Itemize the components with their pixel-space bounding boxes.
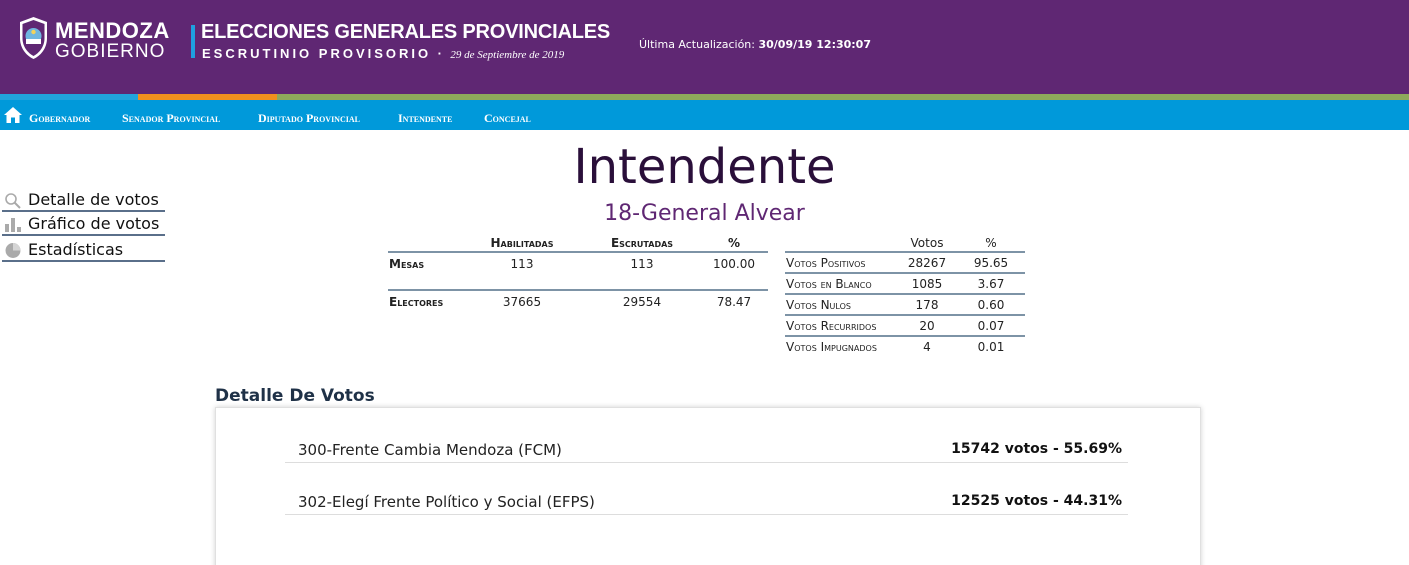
side-item-label: Estadísticas (28, 240, 124, 259)
home-icon[interactable] (3, 106, 23, 124)
votes-row-label: Votos Impugnados (786, 340, 877, 354)
votes-cell: 0.07 (977, 319, 1005, 333)
party-row (285, 463, 1128, 515)
last-update (639, 38, 871, 51)
votes-divider (785, 272, 1025, 274)
party-name: 302-Elegí Frente Político y Social (EFPS) (298, 493, 595, 511)
stats-cell: 113 (630, 257, 654, 271)
last-update-label: Última Actualización: (639, 38, 755, 51)
votes-cell: 0.60 (977, 298, 1005, 312)
side-item-estadisticas[interactable] (2, 238, 165, 262)
subtitle-separator: · (437, 46, 442, 61)
page-subtitle: 18-General Alvear (604, 201, 805, 226)
votes-cell: 4 (923, 340, 931, 354)
votes-cell: 95.65 (973, 256, 1009, 270)
stats-row-label: Mesas (389, 257, 425, 271)
votes-row-label: Votos Nulos (786, 298, 851, 312)
party-name: 300-Frente Cambia Mendoza (FCM) (298, 441, 562, 459)
party-result: 15742 votos - 55.69% (951, 441, 1122, 457)
votes-header-pct: % (985, 236, 997, 250)
votes-divider (785, 251, 1025, 253)
votes-divider (785, 314, 1025, 316)
votes-header-votos: Votos (910, 236, 944, 250)
stats-cell: 78.47 (716, 295, 752, 309)
stats-cell: 100.00 (713, 257, 755, 271)
page-title: Intendente (573, 139, 836, 195)
stats-cell: 37665 (502, 295, 542, 309)
votes-row-label: Votos en Blanco (786, 277, 872, 291)
party-row (285, 411, 1128, 463)
brand-line-2: GOBIERNO (55, 41, 166, 62)
stats-divider (388, 289, 768, 291)
side-item-label: Detalle de votos (28, 190, 159, 209)
party-result: 12525 votos - 44.31% (951, 493, 1122, 509)
brand-line-1: MENDOZA (55, 18, 170, 43)
escrutinio-label: ESCRUTINIO PROVISORIO (202, 46, 432, 61)
votes-divider (785, 293, 1025, 295)
title-divider (191, 25, 195, 58)
stats-divider (388, 251, 768, 253)
votes-cell: 0.01 (977, 340, 1005, 354)
votes-cell: 1085 (911, 277, 943, 291)
election-subtitle (202, 45, 564, 63)
nav-concejal[interactable]: Concejal (484, 111, 531, 125)
stats-header-pct: % (727, 236, 741, 250)
side-item-label: Gráfico de votos (28, 214, 160, 233)
main-nav (0, 100, 1409, 130)
votes-cell: 3.67 (977, 277, 1005, 291)
nav-intendente[interactable]: Intendente (398, 111, 453, 125)
votes-row-label: Votos Recurridos (786, 319, 877, 333)
votes-cell: 20 (919, 319, 935, 333)
pie-chart-icon (4, 242, 22, 259)
last-update-value: 30/09/19 12:30:07 (758, 38, 871, 51)
stats-header-habilitadas: Habilitadas (490, 236, 554, 250)
site-header (0, 0, 1409, 94)
votes-cell: 28267 (907, 256, 947, 270)
votes-cell: 178 (915, 298, 939, 312)
nav-gobernador[interactable]: Gobernador (29, 111, 91, 125)
election-date: 29 de Septiembre de 2019 (450, 49, 565, 61)
brand (55, 20, 170, 62)
election-title: ELECCIONES GENERALES PROVINCIALES (201, 21, 611, 43)
nav-diputado-provincial[interactable]: Diputado Provincial (258, 111, 360, 125)
detalle-title: Detalle De Votos (215, 386, 375, 406)
stats-cell: 113 (510, 257, 534, 271)
votes-row-label: Votos Positivos (786, 256, 866, 270)
nav-senador-provincial[interactable]: Senador Provincial (122, 111, 221, 125)
stats-cell: 29554 (622, 295, 662, 309)
stats-header-escrutadas: Escrutadas (610, 236, 674, 250)
mendoza-shield-logo[interactable] (18, 16, 49, 60)
stats-row-label: Electores (389, 295, 444, 309)
votes-divider (785, 335, 1025, 337)
